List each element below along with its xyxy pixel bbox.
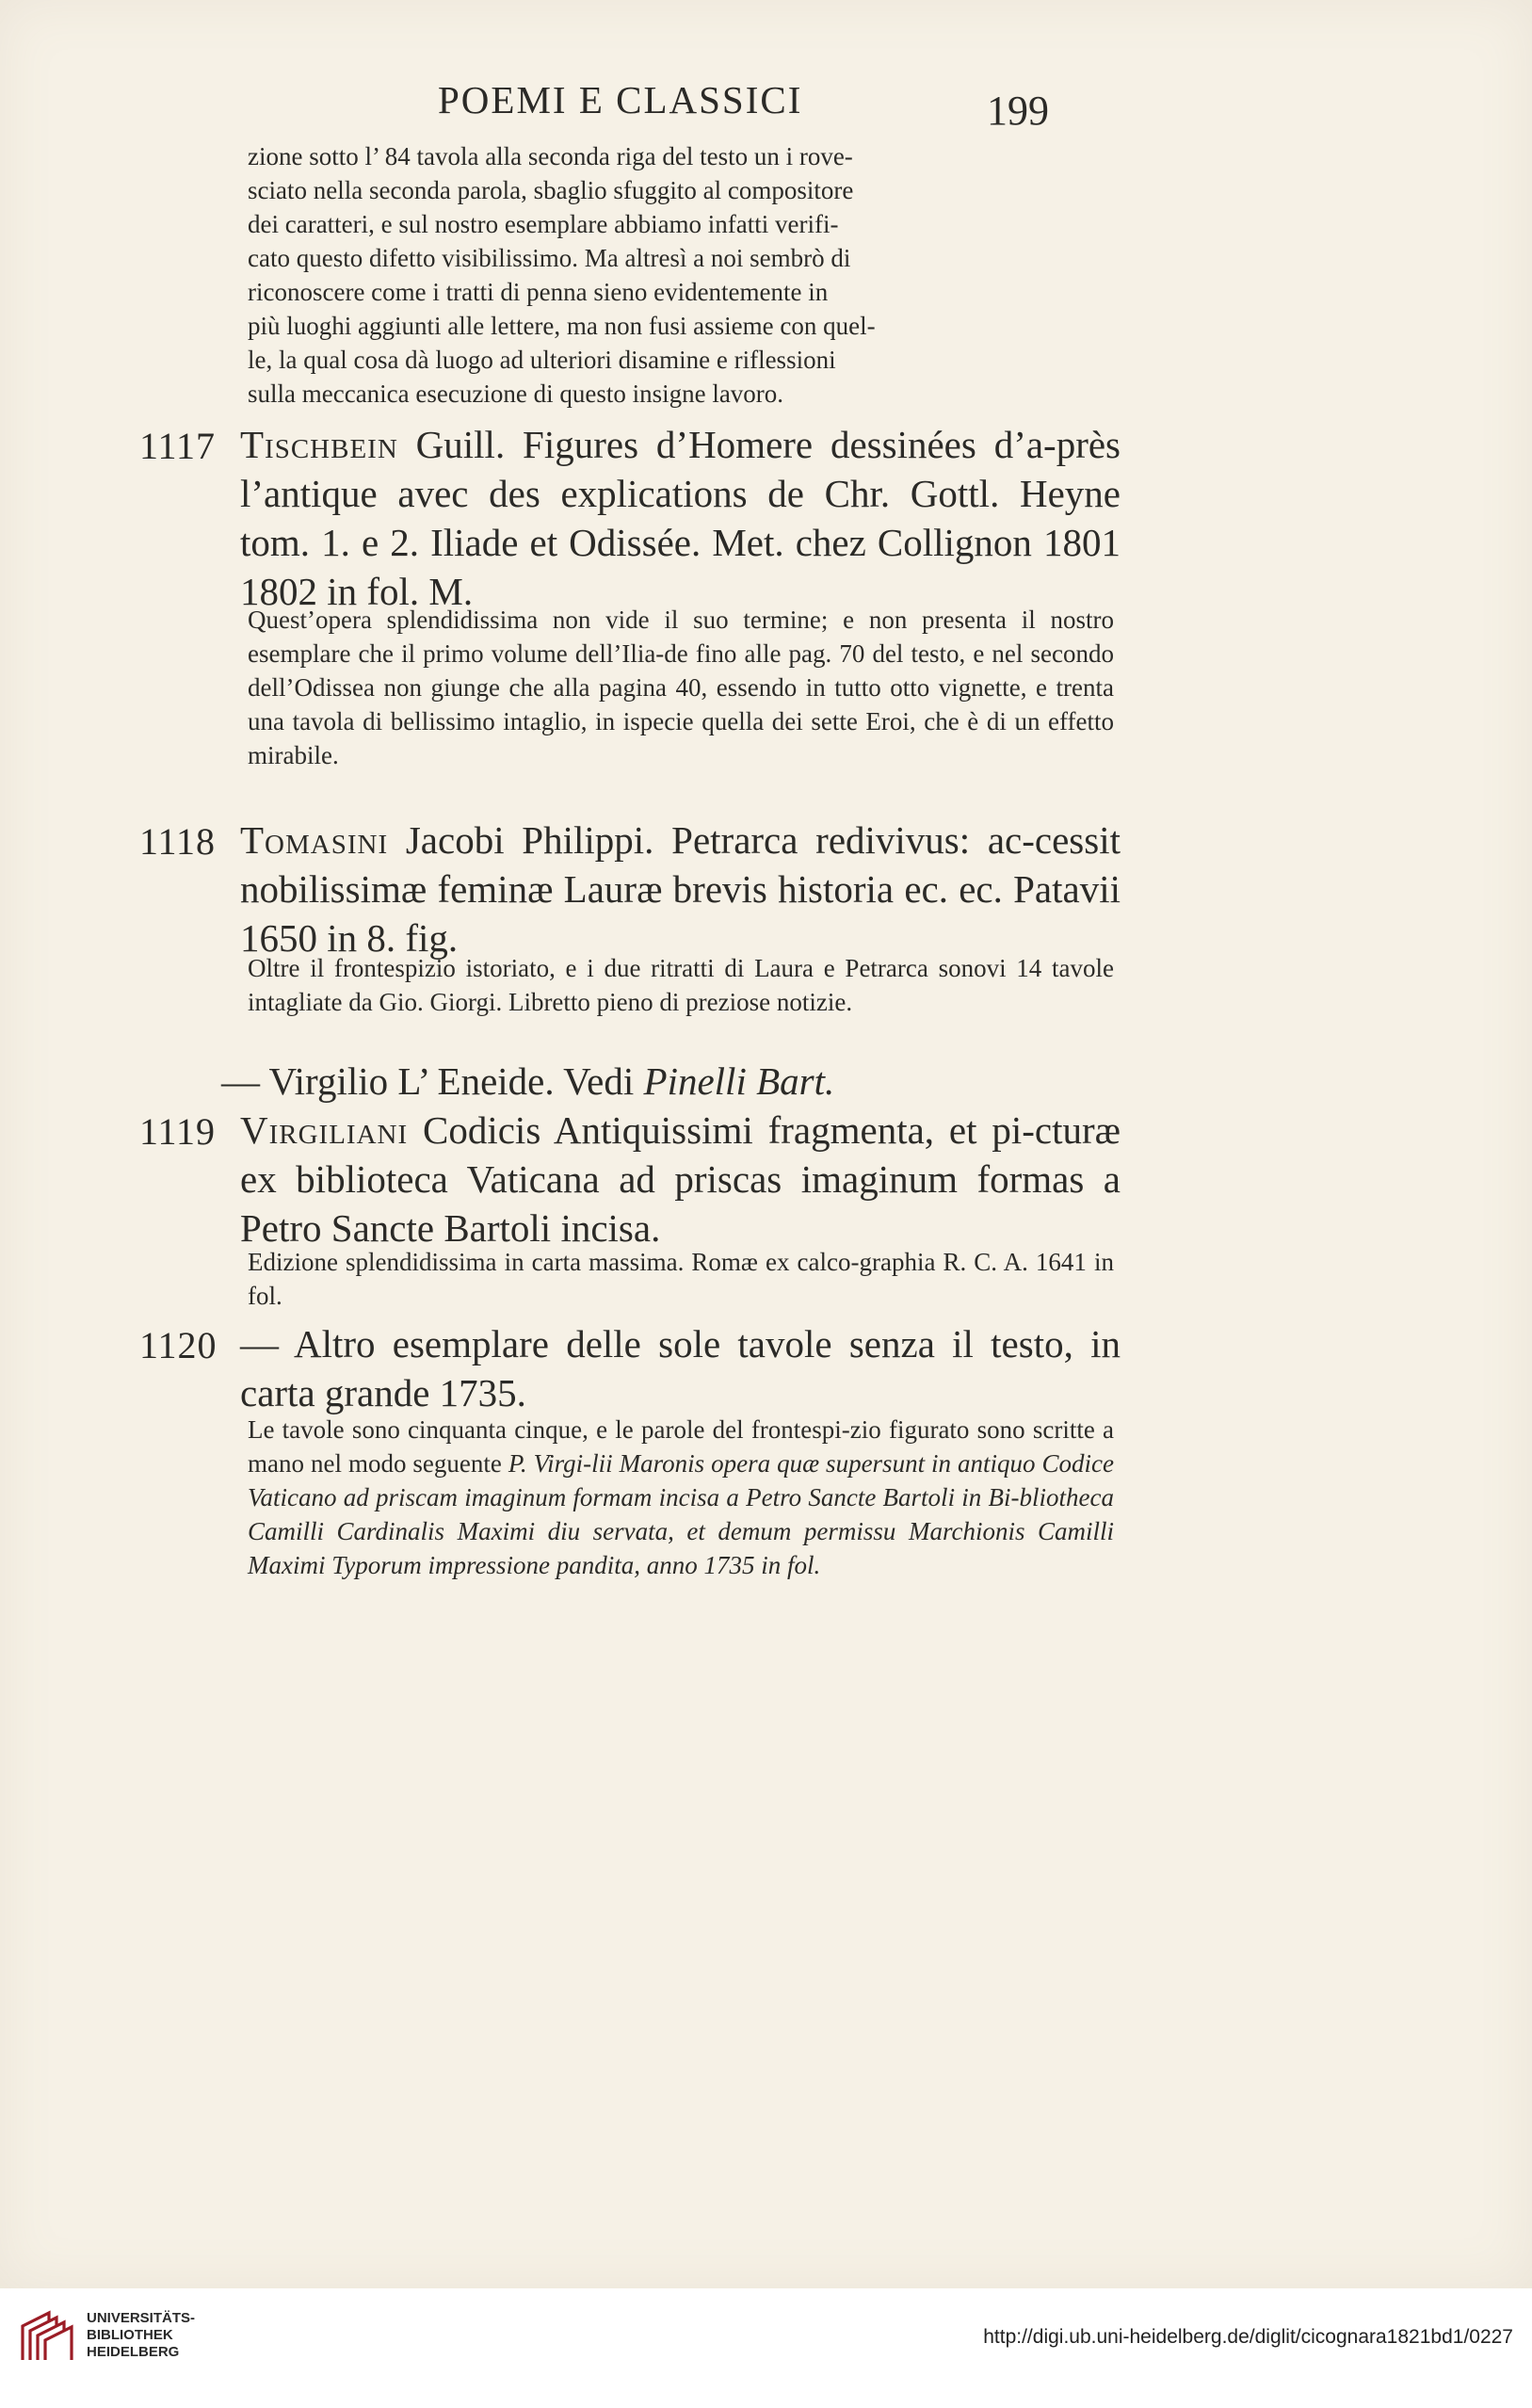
entry-number: 1120	[139, 1324, 218, 1366]
entry-note	[248, 1413, 1114, 1582]
entry-author: Virgiliani	[240, 1108, 409, 1152]
library-name	[87, 2310, 195, 2361]
cross-reference-text: — Virgilio L’ Eneide. Vedi	[221, 1059, 635, 1103]
top-note	[248, 139, 1114, 411]
entry-author: Tomasini	[240, 818, 389, 862]
source-url-link[interactable]: http://digi.ub.uni-heidelberg.de/diglit/cicognara1821bd1/0227	[983, 2326, 1513, 2348]
entry-title: Codicis Antiquissimi fragmenta, et pi-cturæ ex biblioteca Vaticana ad priscas imaginum formas a Petro Sancte Bartoli incisa.	[240, 1108, 1121, 1250]
entry-number: 1117	[139, 425, 217, 467]
entry-title: Guill. Figures d’Homere dessinées d’a-près l’antique avec des explications de Chr. Gottl. Heyne tom. 1. e 2. Iliade et Odissée. Met. chez Collignon 1801 1802 in fol. M.	[240, 423, 1121, 613]
top-note-line: sciato nella seconda parola, sbaglio sfuggito al compositore	[248, 176, 854, 204]
entry-number: 1119	[139, 1110, 217, 1153]
top-note-line: riconoscere come i tratti di penna sieno evidentemente in	[248, 278, 829, 306]
running-title: POEMI E CLASSICI	[438, 78, 803, 121]
entry-note-text: Le tavole sono cinquanta cinque, e le parole del frontespi-zio figurato sono scritte a mano nel modo seguente	[248, 1415, 1114, 1478]
top-note-line: più luoghi aggiunti alle lettere, ma non fusi assieme con quel-	[248, 312, 876, 340]
top-note-line: dei caratteri, e sul nostro esemplare abbiamo infatti verifi-	[248, 210, 839, 238]
entry-text	[240, 816, 1121, 962]
library-logo-icon	[17, 2307, 75, 2366]
top-note-line: zione sotto l’ 84 tavola alla seconda riga del testo un i rove-	[248, 142, 853, 170]
cross-reference	[221, 1057, 1102, 1106]
top-note-line: cato questo difetto visibilissimo. Ma altresì a noi sembrò di	[248, 244, 851, 272]
top-note-line: le, la qual cosa dà luogo ad ulteriori disamine e riflessioni	[248, 346, 836, 374]
page-number: 199	[987, 88, 1049, 134]
entry-text: — Altro esemplare delle sole tavole senza il testo, in carta grande 1735.	[240, 1322, 1121, 1414]
entry-author: Tischbein	[240, 423, 398, 466]
entry-number: 1118	[139, 820, 217, 863]
entry-text	[240, 1106, 1121, 1252]
entry-note: Quest’opera splendidissima non vide il suo termine; e non presenta il nostro esemplare che il primo volume dell’Ilia-de fino alle pag. 70 del testo, e nel secondo dell’Odissea non giunge che alla pagina 40, essendo in tutto otto vignette, e trenta una tavola di bellissimo intaglio, in ispecie quella dei sette Eroi, che è di un effetto mirabile.	[248, 606, 1114, 769]
entry-note-italic: P. Virgi-lii Maronis opera quæ supersunt in antiquo Codice Vaticano ad priscam imaginum formam incisa a Petro Sancte Bartoli in Bi-bliotheca Camilli Cardinalis Maximi diu servata, et demum permissu Marchionis Camilli Maximi Typorum impressione pandita, anno 1735 in fol.	[248, 1449, 1114, 1579]
footer	[0, 2298, 1532, 2408]
entry-note: Oltre il frontespizio istoriato, e i due ritratti di Laura e Petrarca sonovi 14 tavole intagliate da Gio. Giorgi. Libretto pieno di preziose notizie.	[248, 954, 1114, 1016]
library-name-line: BIBLIOTHEK	[87, 2327, 173, 2343]
entry-title: Jacobi Philippi. Petrarca redivivus: ac-cessit nobilissimæ feminæ Lauræ brevis historia ec. ec. Patavii 1650 in 8. fig.	[240, 818, 1121, 960]
top-note-line: sulla meccanica esecuzione di questo insigne lavoro.	[248, 380, 784, 408]
entry-text	[240, 420, 1121, 616]
library-name-line: UNIVERSITÄTS-	[87, 2310, 196, 2326]
library-name-line: HEIDELBERG	[87, 2344, 180, 2360]
cross-reference-target: Pinelli Bart.	[643, 1059, 835, 1103]
entry-note: Edizione splendidissima in carta massima. Romæ ex calco-graphia R. C. A. 1641 in fol.	[248, 1248, 1114, 1310]
